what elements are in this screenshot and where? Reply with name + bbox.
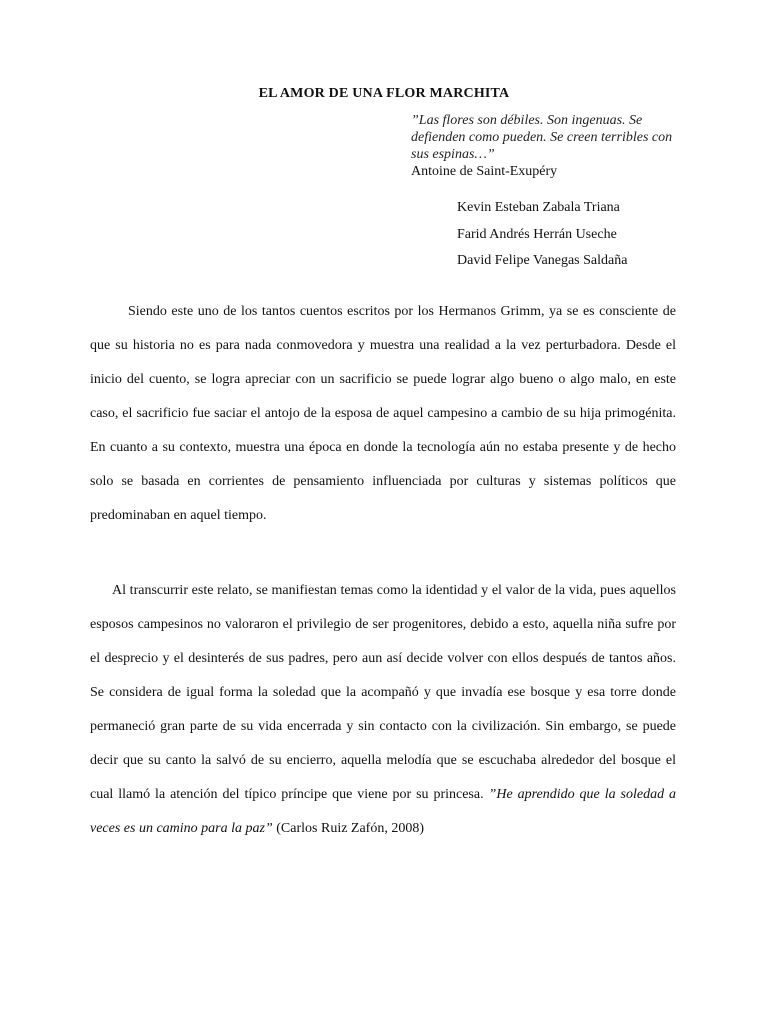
- document-title: EL AMOR DE UNA FLOR MARCHITA: [258, 86, 510, 101]
- paragraph-2-text: Al transcurrir este relato, se manifiestan temas como la identidad y el valor de la vida, pues aquellos esposos campesinos no valoraron el privilegio de ser progenitores, debido a esto, aquella niña sufre por el desprecio y el desinterés de sus padres, pero aun así decide volver con ellos después de tantos años. Se considera de igual forma la soledad que la acompañó y que invadía ese bosque y esa torre donde permaneció gran parte de su vida encerrada y sin contacto con la civilización. Sin embargo, se puede decir que su canto la salvó de su encierro, aquella melodía que se escuchaba alrededor del bosque el cual llamó la atención del típico príncipe que viene por su princesa.: [90, 583, 676, 802]
- author-name: Kevin Esteban Zabala Triana: [457, 200, 620, 215]
- author-list: [457, 198, 717, 278]
- author-name: David Felipe Vanegas Saldaña: [457, 253, 628, 268]
- inline-citation: (Carlos Ruiz Zafón, 2008): [276, 821, 425, 836]
- author-name: Farid Andrés Herrán Useche: [457, 226, 617, 242]
- body-paragraph-2: [90, 574, 676, 846]
- body-paragraph-1: Siendo este uno de los tantos cuentos escritos por los Hermanos Grimm, ya se es consciente de que su historia no es para nada conmovedora y muestra una realidad a la vez perturbadora. Desde el inicio del cuento, se logra apreciar con un sacrificio se puede lograr algo bueno o algo malo, en este caso, el sacrificio fue saciar el antojo de la esposa de aquel campesino a cambio de su hija primogénita. En cuanto a su contexto, muestra una época en donde la tecnología aún no estaba presente y de hecho solo se basada en corrientes de pensamiento influenciada por culturas y sistemas políticos que predominaban en aquel tiempo.: [90, 304, 676, 523]
- epigraph: [411, 112, 691, 180]
- epigraph-quote: ”Las flores son débiles. Son ingenuas. Se defienden como pueden. Se creen terribles con sus espinas…”: [411, 113, 673, 162]
- epigraph-attribution: Antoine de Saint-Exupéry: [411, 164, 558, 179]
- inline-quote: ”He aprendido que la soledad a veces es un camino para la paz”: [90, 787, 676, 836]
